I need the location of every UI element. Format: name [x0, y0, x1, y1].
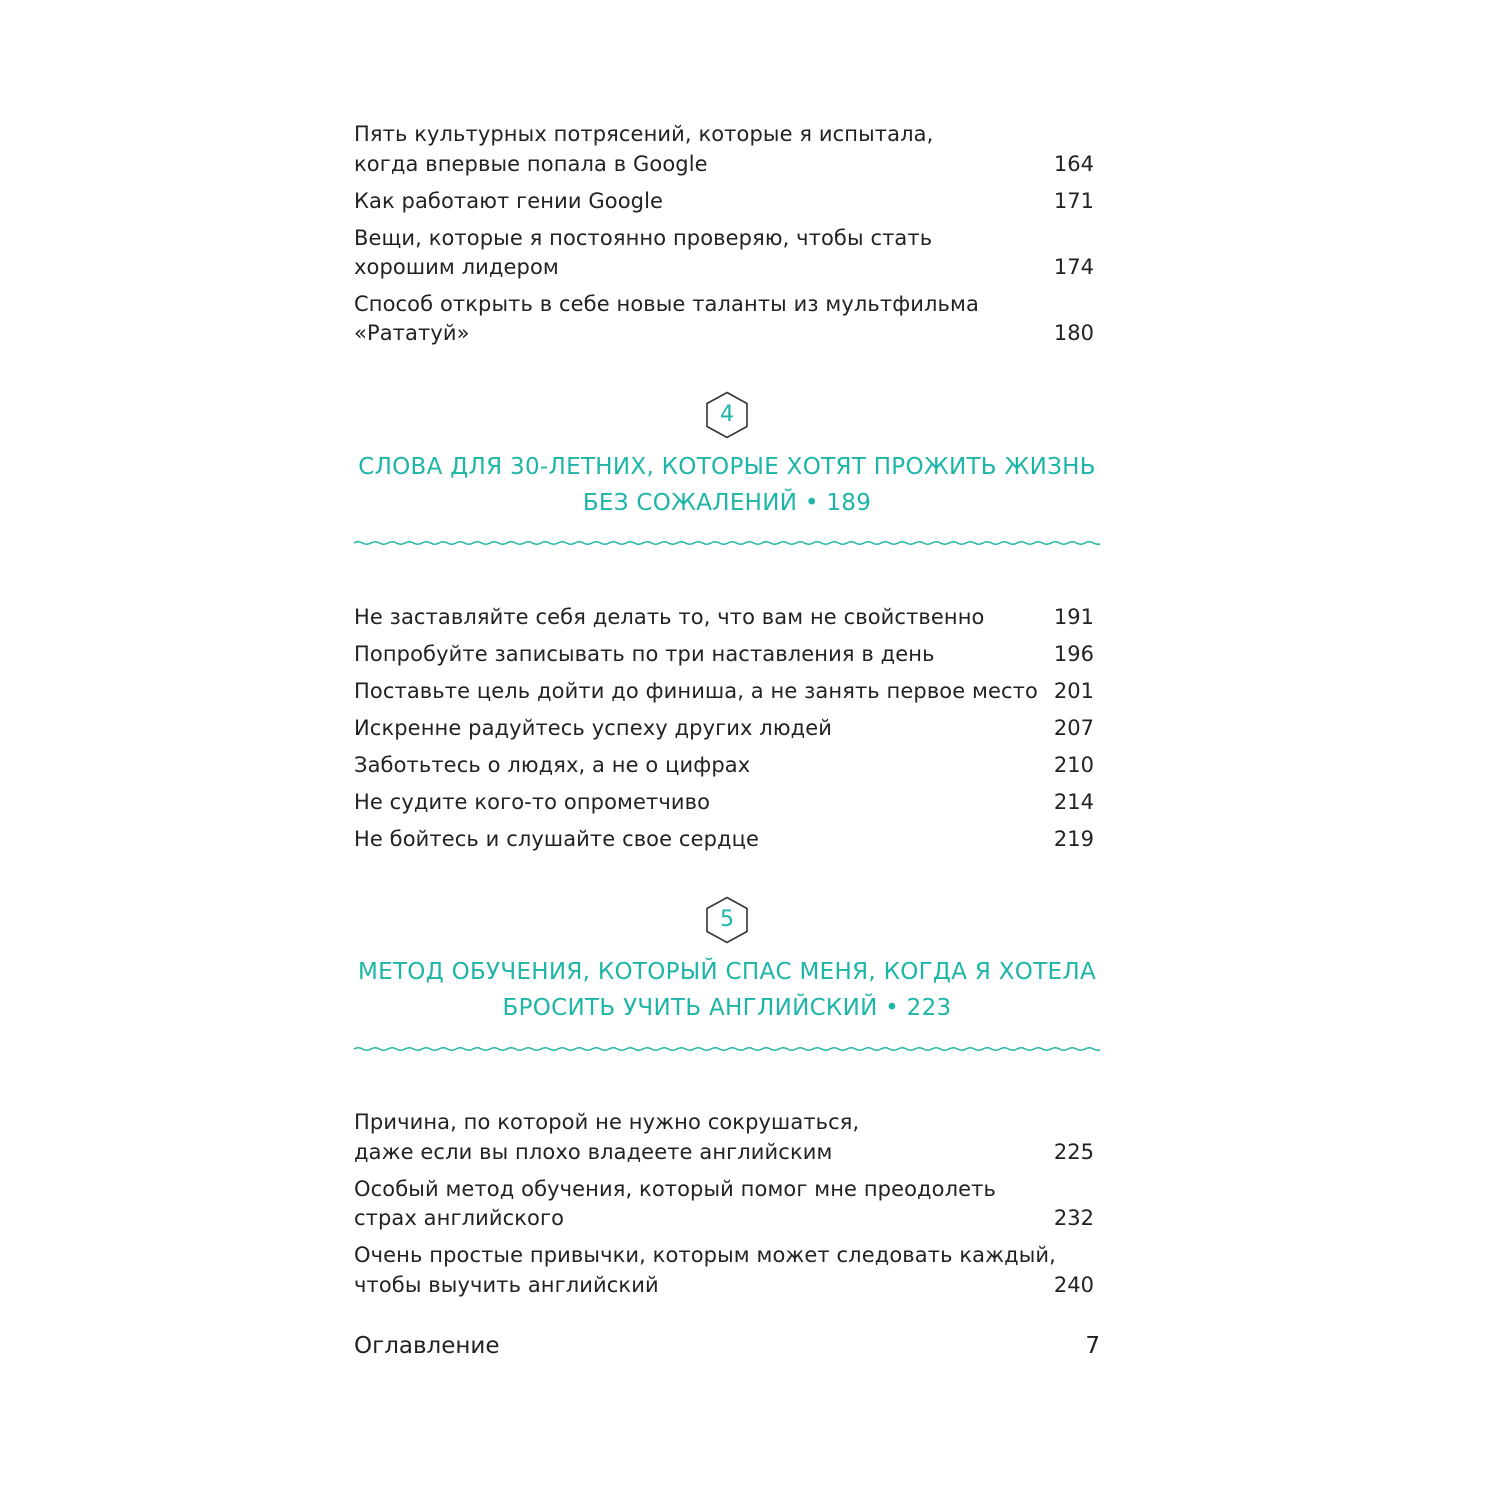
- chapter-number-hexagon: [705, 896, 749, 944]
- toc-entry-line: Заботьтесь о людях, а не о цифрах: [354, 753, 751, 777]
- toc-page-number: 196: [1053, 642, 1094, 666]
- toc-page-number: 191: [1053, 605, 1094, 629]
- toc-page-number: 201: [1053, 679, 1094, 703]
- toc-page-number: 240: [1053, 1273, 1094, 1297]
- toc-page-number: 210: [1053, 753, 1094, 777]
- toc-page-number: 174: [1053, 255, 1094, 279]
- toc-entry-line: Поставьте цель дойти до финиша, а не занять первое место: [354, 679, 1038, 703]
- toc-entry-line: «Рататуй»: [354, 321, 470, 345]
- toc-page-number: 207: [1053, 716, 1094, 740]
- folio-page-number: 7: [1085, 1333, 1100, 1359]
- wave-line: [354, 542, 1100, 545]
- toc-page-number: 171: [1053, 189, 1094, 213]
- toc-page-number: 232: [1053, 1206, 1094, 1230]
- toc-entry-line: Искренне радуйтесь успеху других людей: [354, 716, 832, 740]
- toc-entry-line: Не бойтесь и слушайте свое сердце: [354, 827, 760, 851]
- toc-entry-line: чтобы выучить английский: [354, 1273, 659, 1297]
- toc-entry-line: хорошим лидером: [354, 255, 559, 279]
- toc-entry-line: даже если вы плохо владеете английским: [354, 1140, 833, 1164]
- toc-page-number: 214: [1053, 790, 1094, 814]
- toc-page-number: 225: [1053, 1140, 1094, 1164]
- toc-entry-line: Как работают гении Google: [354, 189, 664, 213]
- toc-entry-line: Вещи, которые я постоянно проверяю, чтобы стать: [354, 226, 933, 250]
- toc-entry-line: Очень простые привычки, которым может следовать каждый,: [354, 1243, 1056, 1267]
- wave-line: [354, 1048, 1100, 1051]
- chapter-number-hexagon: [705, 391, 749, 439]
- toc-page-number: 219: [1053, 827, 1094, 851]
- chapter-number: 5: [720, 907, 734, 932]
- toc-entry-line: Пять культурных потрясений, которые я испытала,: [354, 122, 934, 146]
- chapter-title-line: БРОСИТЬ УЧИТЬ АНГЛИЙСКИЙ • 223: [502, 995, 952, 1021]
- toc-entry-line: страх английского: [354, 1206, 565, 1230]
- toc-entry-line: Причина, по которой не нужно сокрушаться,: [354, 1110, 860, 1134]
- toc-entry-line: Особый метод обучения, который помог мне преодолеть: [354, 1177, 996, 1201]
- wave-divider: [354, 537, 1100, 549]
- toc-entry-line: Способ открыть в себе новые таланты из мультфильма: [354, 292, 979, 316]
- toc-entry-line: Не судите кого-то опрометчиво: [354, 790, 711, 814]
- chapter-number: 4: [720, 402, 734, 427]
- chapter-title-line: МЕТОД ОБУЧЕНИЯ, КОТОРЫЙ СПАС МЕНЯ, КОГДА Я ХОТЕЛА: [357, 959, 1097, 985]
- wave-divider: [354, 1043, 1100, 1055]
- toc-entry-line: Не заставляйте себя делать то, что вам не свойственно: [354, 605, 985, 629]
- toc-page-number: 164: [1053, 152, 1094, 176]
- chapter-title-line: СЛОВА ДЛЯ 30-ЛЕТНИХ, КОТОРЫЕ ХОТЯТ ПРОЖИТЬ ЖИЗНЬ: [358, 454, 1096, 480]
- toc-entry-line: когда впервые попала в Google: [354, 152, 708, 176]
- toc-entry-line: Попробуйте записывать по три наставления в день: [354, 642, 935, 666]
- chapter-title-line: БЕЗ СОЖАЛЕНИЙ • 189: [582, 490, 872, 516]
- running-footer-label: Оглавление: [354, 1333, 500, 1359]
- toc-page-number: 180: [1053, 321, 1094, 345]
